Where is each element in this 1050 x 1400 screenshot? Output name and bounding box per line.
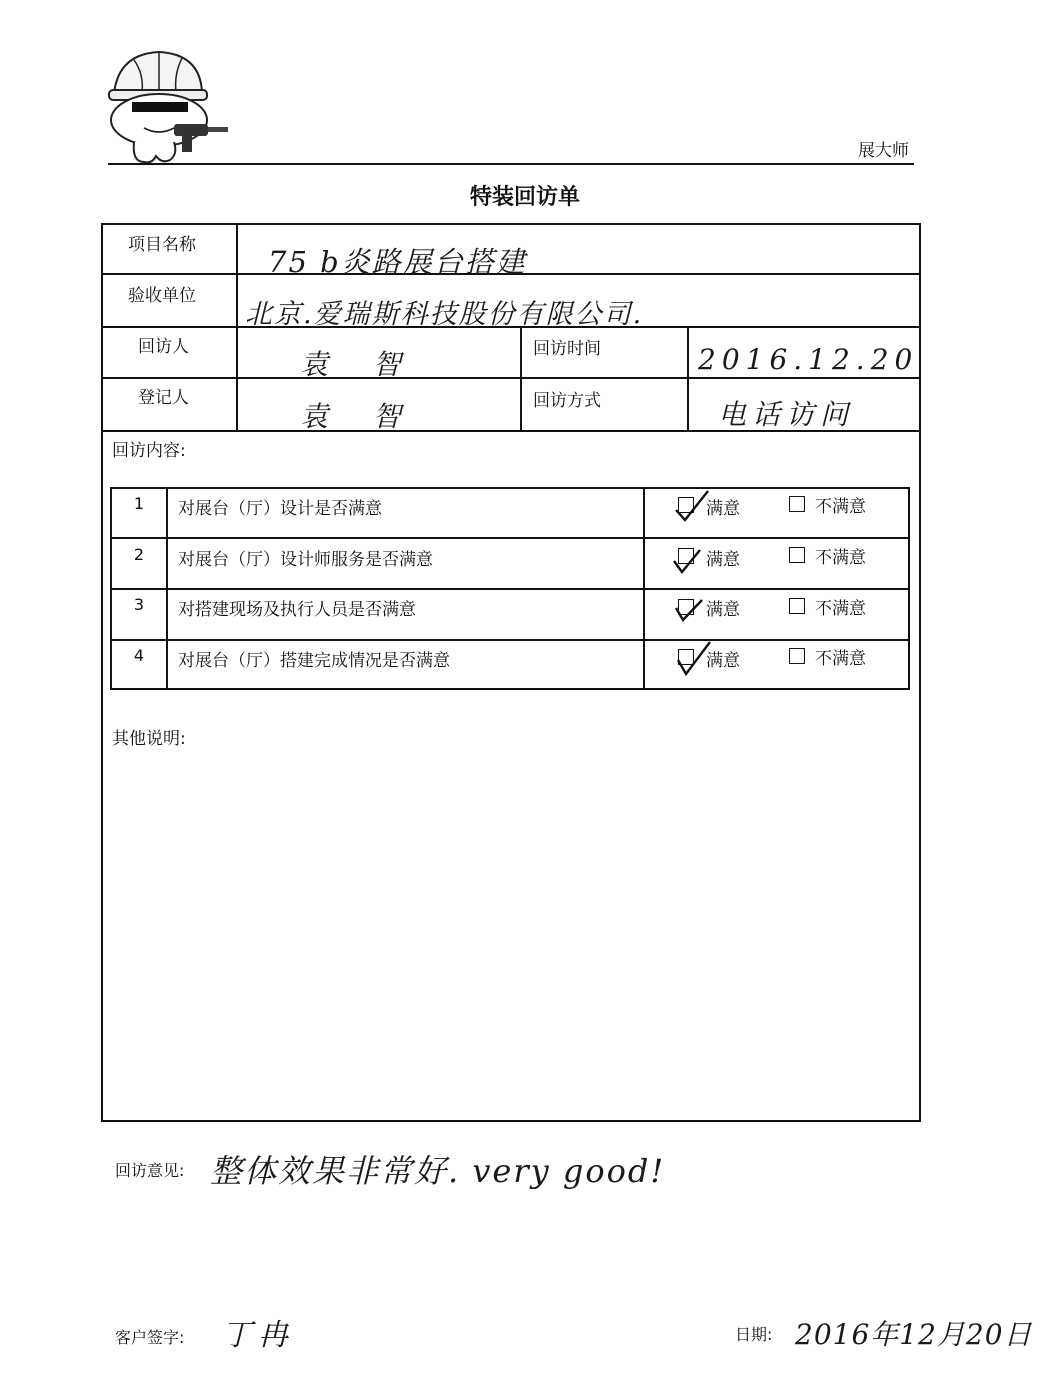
divider <box>110 537 910 539</box>
opinion-value: 整体效果非常好. very good! <box>210 1152 666 1190</box>
question-text: 对展台（厅）设计是否满意 <box>178 499 382 519</box>
satisfied-option: 满意 <box>706 550 740 570</box>
date-label: 日期: <box>735 1325 773 1344</box>
checkmark-icon <box>674 638 714 678</box>
divider <box>236 223 238 432</box>
other-notes-label: 其他说明: <box>112 729 186 749</box>
visit-time-value: 2016.12.20 <box>698 343 919 376</box>
question-text: 对展台（厅）搭建完成情况是否满意 <box>178 651 450 671</box>
checkmark-icon <box>670 545 704 575</box>
question-number: 3 <box>133 595 145 614</box>
unsatisfied-option: 不满意 <box>815 599 866 619</box>
mascot-logo <box>104 44 234 166</box>
signature-value: 丁冉 <box>222 1318 294 1353</box>
visit-method-label: 回访方式 <box>533 391 601 411</box>
visit-time-label: 回访时间 <box>533 339 601 359</box>
header-rule <box>108 163 914 165</box>
unsatisfied-checkbox[interactable] <box>789 648 805 664</box>
content-label: 回访内容: <box>112 441 186 461</box>
unsatisfied-checkbox[interactable] <box>789 496 805 512</box>
question-text: 对搭建现场及执行人员是否满意 <box>178 600 416 620</box>
question-number: 1 <box>133 494 145 513</box>
divider <box>687 326 689 432</box>
question-text: 对展台（厅）设计师服务是否满意 <box>178 550 433 570</box>
checkmark-icon <box>672 594 706 624</box>
checkmark-icon <box>672 488 712 524</box>
satisfied-option: 满意 <box>706 651 740 671</box>
question-number: 4 <box>133 646 145 665</box>
registrar-value: 袁 智 <box>300 400 419 433</box>
unit-value: 北京.爱瑞斯科技股份有限公司. <box>245 299 644 330</box>
unsatisfied-checkbox[interactable] <box>789 598 805 614</box>
unsatisfied-option: 不满意 <box>815 497 866 517</box>
divider <box>110 588 910 590</box>
unsatisfied-option: 不满意 <box>815 649 866 669</box>
unit-label: 验收单位 <box>128 286 196 306</box>
question-number: 2 <box>133 545 145 564</box>
visit-method-value: 电话访问 <box>718 398 855 431</box>
divider <box>101 377 921 379</box>
divider <box>643 487 645 690</box>
satisfied-option: 满意 <box>706 600 740 620</box>
project-value: 75 b炎路展台搭建 <box>268 245 527 279</box>
registrar-label: 登记人 <box>138 388 189 408</box>
unsatisfied-checkbox[interactable] <box>789 547 805 563</box>
project-label: 项目名称 <box>128 235 196 255</box>
page-title: 特装回访单 <box>469 185 580 210</box>
visitor-value: 袁 智 <box>300 348 419 381</box>
divider <box>520 326 522 432</box>
divider <box>110 639 910 641</box>
signature-label: 客户签字: <box>115 1328 185 1347</box>
date-value: 2016年12月20日 <box>795 1318 1033 1351</box>
satisfied-option: 满意 <box>706 499 740 519</box>
opinion-label: 回访意见: <box>115 1161 185 1180</box>
unsatisfied-option: 不满意 <box>815 548 866 568</box>
brand-label: 展大师 <box>858 141 909 161</box>
visitor-label: 回访人 <box>138 337 189 357</box>
